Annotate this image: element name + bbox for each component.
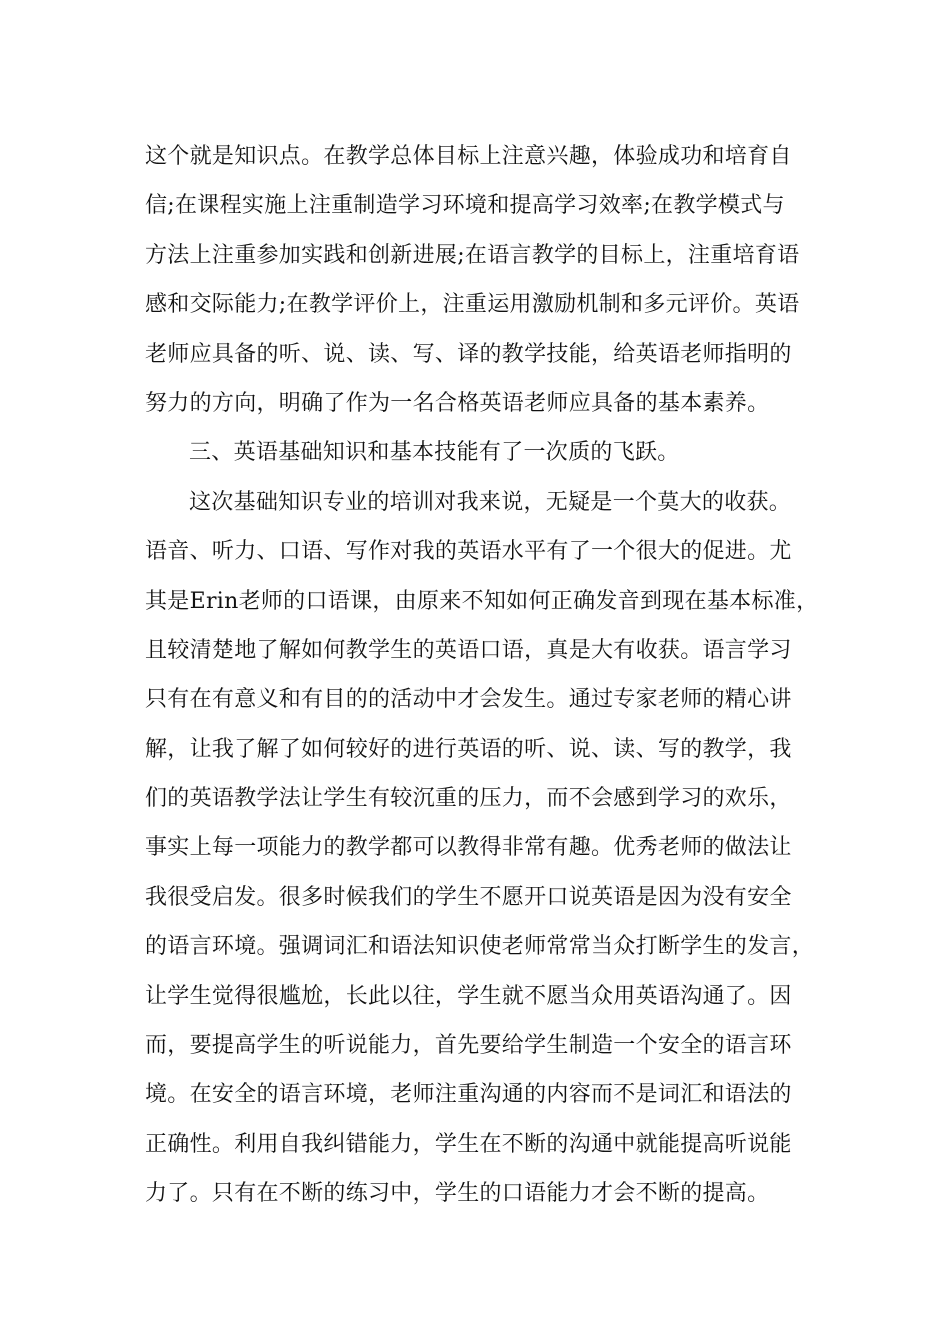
text-line: 力了。只有在不断的练习中，学生的口语能力才会不断的提高。 [145, 1181, 770, 1207]
text-line: 事实上每一项能力的教学都可以教得非常有趣。优秀老师的做法让 [145, 835, 792, 861]
text-line: 解，让我了解了如何较好的进行英语的听、说、读、写的教学，我 [145, 736, 792, 762]
text-line: 这次基础知识专业的培训对我来说，无疑是一个莫大的收获。 [189, 489, 792, 515]
text-line: 我很受启发。很多时候我们的学生不愿开口说英语是因为没有安全 [145, 884, 792, 910]
text-line: 且较清楚地了解如何教学生的英语口语，真是大有收获。语言学习 [145, 637, 792, 663]
text-line: 方法上注重参加实践和创新进展;在语言教学的目标上，注重培育语 [145, 242, 800, 268]
text-line: 们的英语教学法让学生有较沉重的压力，而不会感到学习的欢乐， [145, 786, 792, 812]
text-line: 这个就是知识点。在教学总体目标上注意兴趣，体验成功和培育自 [145, 144, 792, 169]
body-text [145, 132, 825, 1219]
text-line: 而，要提高学生的听说能力，首先要给学生制造一个安全的语言环 [145, 1033, 792, 1059]
text-line: 境。在安全的语言环境，老师注重沟通的内容而不是词汇和语法的 [145, 1082, 792, 1108]
text-line: 让学生觉得很尴尬，长此以往，学生就不愿当众用英语沟通了。因 [145, 983, 792, 1009]
text-line: 信;在课程实施上注重制造学习环境和提高学习效率;在教学模式与 [145, 193, 785, 219]
text-line: 正确性。利用自我纠错能力，学生在不断的沟通中就能提高听说能 [145, 1131, 792, 1157]
text-line: 只有在有意义和有目的的活动中才会发生。通过专家老师的精心讲 [145, 687, 792, 713]
text-line: 老师应具备的听、说、读、写、译的教学技能，给英语老师指明的 [145, 341, 792, 367]
text-line: 感和交际能力;在教学评价上，注重运用激励机制和多元评价。英语 [145, 292, 800, 318]
text-line: 的语言环境。强调词汇和语法知识使老师常常当众打断学生的发言， [145, 934, 815, 960]
section-heading: 三、英语基础知识和基本技能有了一次质的飞跃。 [189, 440, 680, 466]
text-line: 语音、听力、口语、写作对我的英语水平有了一个很大的促进。尤 [145, 539, 792, 565]
text-line: 努力的方向，明确了作为一名合格英语老师应具备的基本素养。 [145, 390, 770, 416]
text-line: 其是Erin老师的口语课，由原来不知如何正确发音到现在基本标准， [145, 588, 819, 614]
